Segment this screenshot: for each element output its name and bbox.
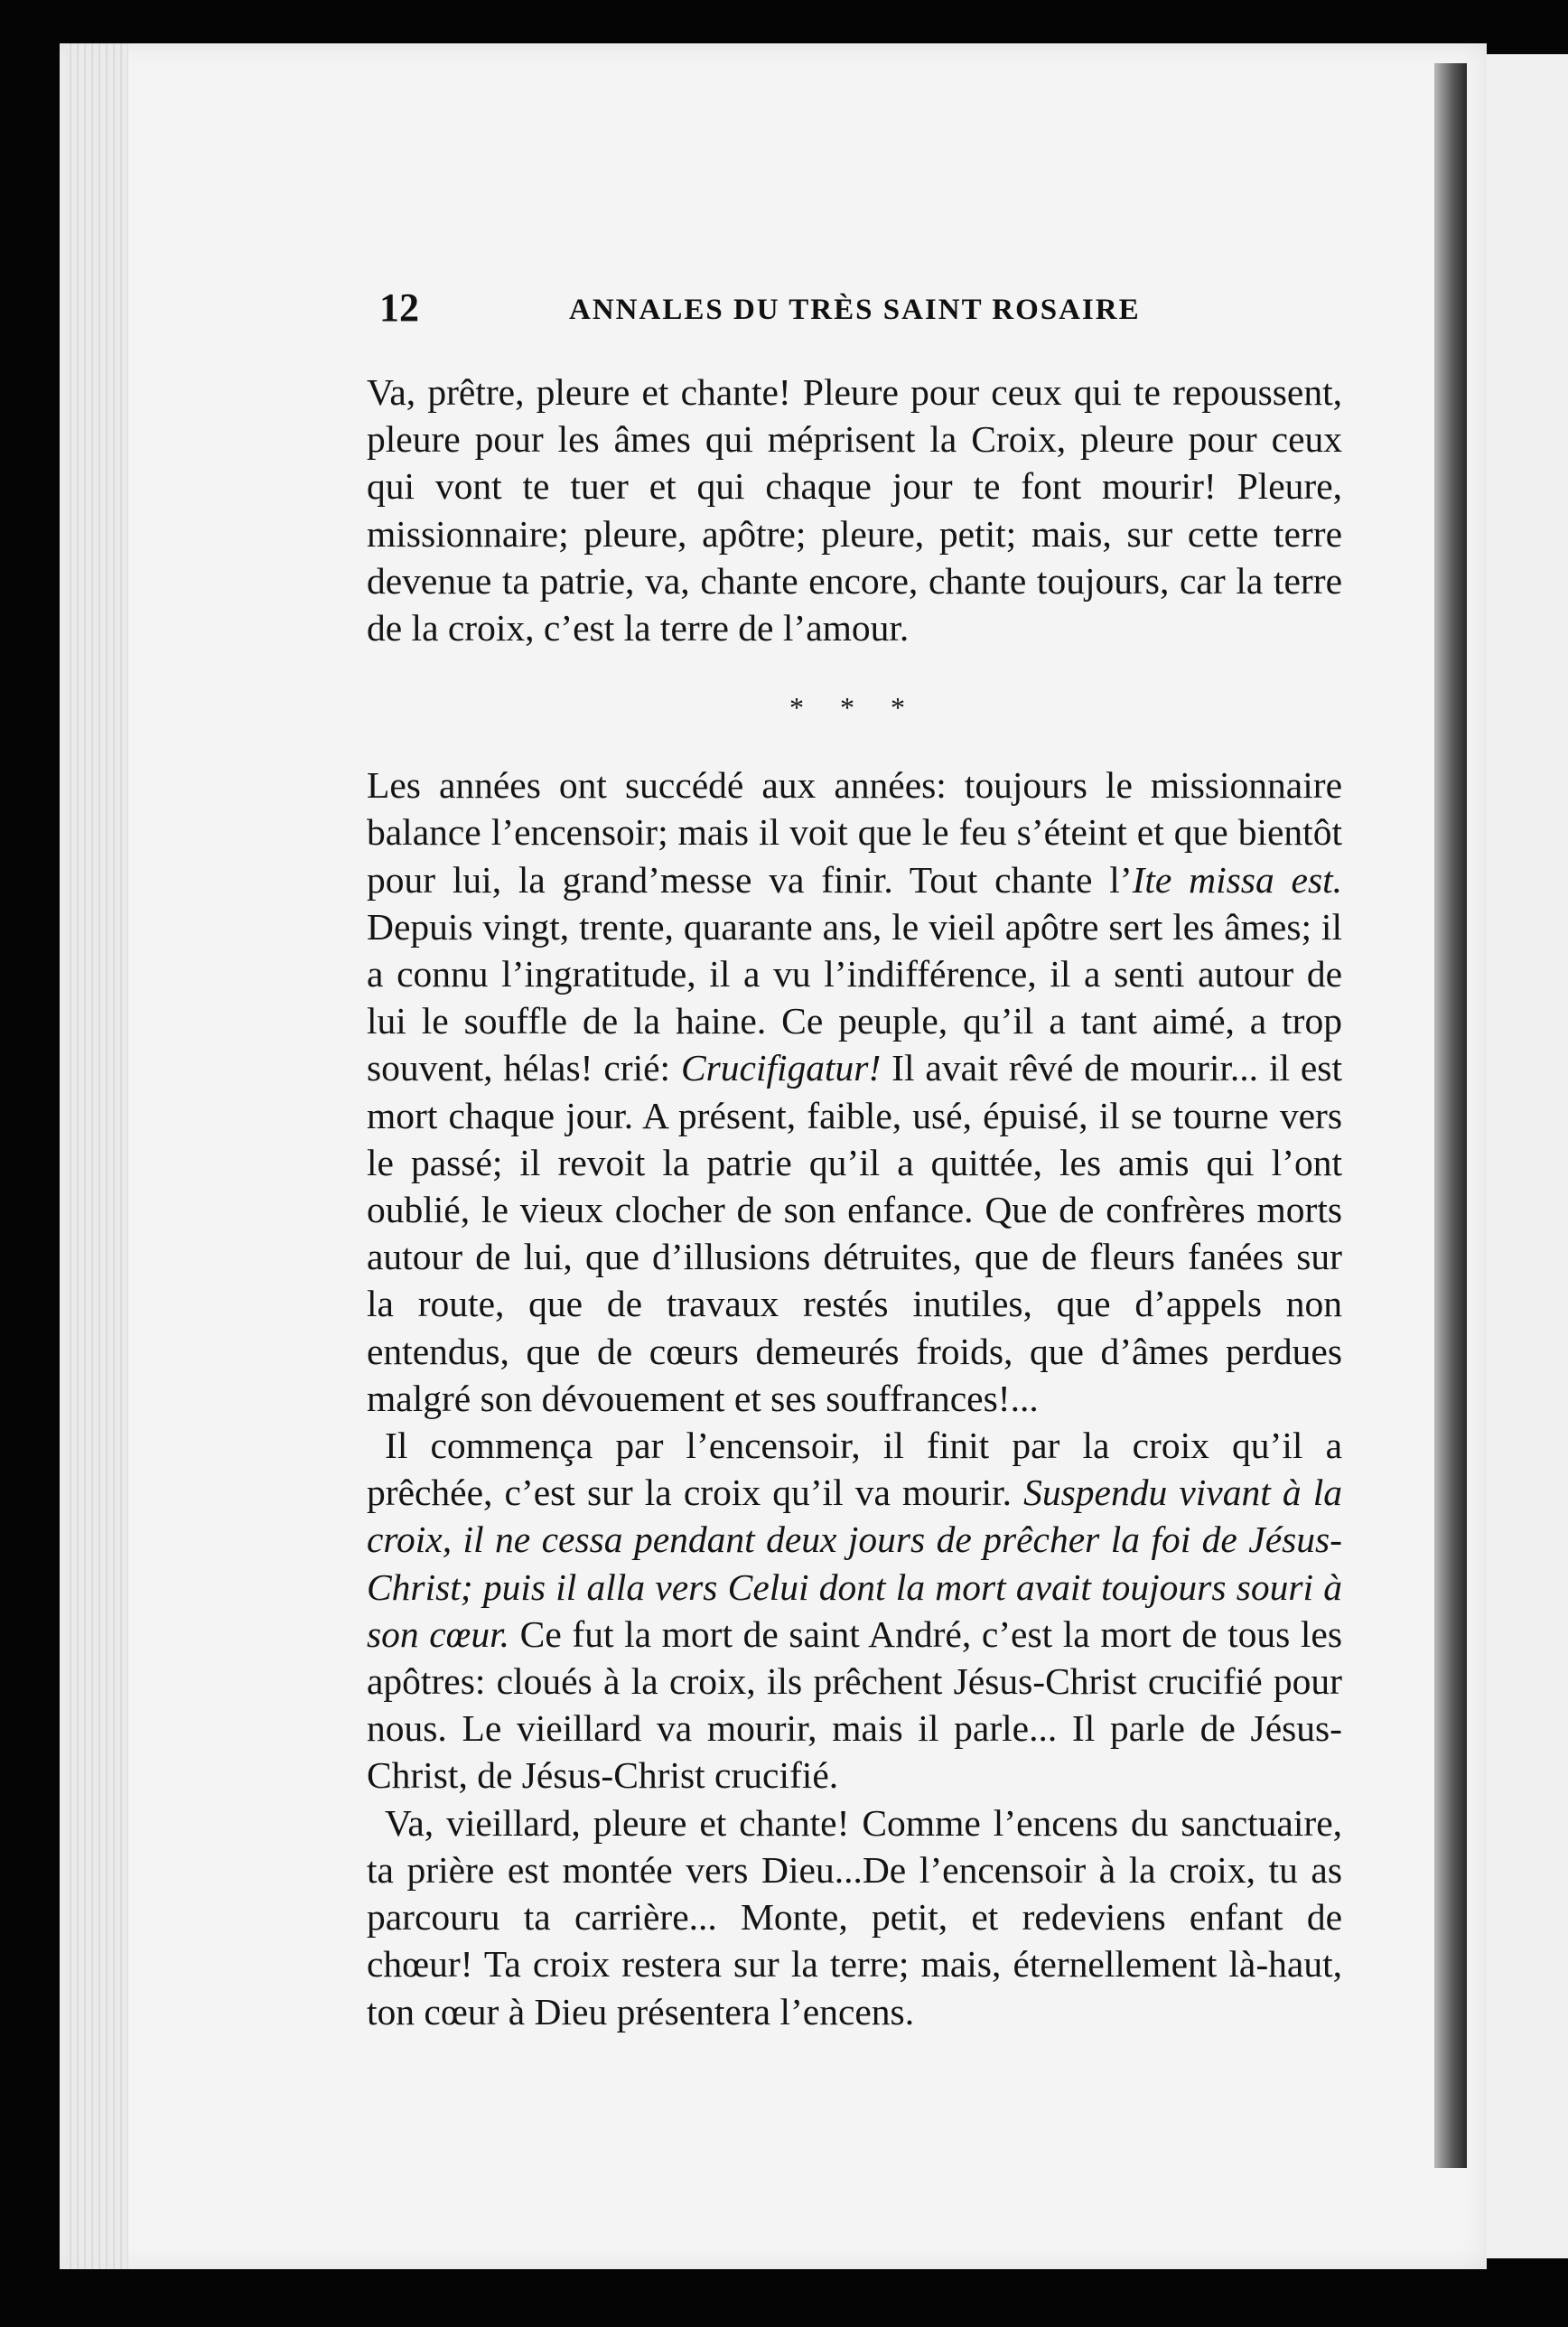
- running-header: [379, 285, 1373, 339]
- paragraph-3-part-a: Il commença par l’encensoir, il finit par la croix qu’il a prêchée, c’est sur la croix qu’il va mourir.: [367, 1425, 1342, 1514]
- paragraph-4: Va, vieillard, pleure et chante! Comme l’encens du sanctuaire, ta prière est montée vers Dieu...De l’encensoir à la croix, tu as parcouru ta carrière... Monte, petit, et redeviens enfant de chœur! Ta croix restera sur la terre; mais, éternellement là-haut, ton cœur à Dieu présentera l’encens.: [367, 1801, 1342, 2033]
- page-number: 12: [379, 285, 419, 330]
- paragraph-3-italic: Suspendu vivant à la croix, il ne cessa pendant deux jours de prêcher la foi de Jésus-Christ; puis il alla vers Celui dont la mort avait toujours souri à son cœur.: [367, 1472, 1342, 1655]
- paragraph-3-part-b: Ce fut la mort de saint André, c’est la mort de tous les apôtres: cloués à la croix, ils prêchent Jésus-Christ crucifié pour nous. Le vieillard va mourir, mais il parle... Il parle de Jésus-Christ, de Jésus-Christ crucifié.: [367, 1612, 1342, 1797]
- paragraph-2: [367, 762, 1342, 1422]
- paragraph-3: [367, 1422, 1342, 1799]
- facing-page-edge: [1487, 54, 1568, 2258]
- body-text: [367, 369, 1342, 2035]
- paragraph-2-part-b: Depuis vingt, trente, quarante ans, le vieil apôtre sert les âmes; il a connu l’ingratitude, il a vu l’indifférence, il a senti autour de lui le souffle de la haine. Ce peuple, qu’il a tant aimé, a trop souvent, hélas! crié:: [367, 905, 1342, 1089]
- section-separator: * * *: [789, 691, 919, 724]
- paragraph-2-italic-2: Crucifigatur!: [680, 1047, 882, 1089]
- journal-title: ANNALES DU TRÈS SAINT ROSAIRE: [569, 294, 1141, 326]
- paragraph-2-part-c: Il avait rêvé de mourir... il est mort chaque jour. A présent, faible, usé, épuisé, il se tourne vers le passé; il revoit la patrie qu’il a quittée, les amis qui l’ont oublié, le vieux clocher de son enfance. Que de confrères morts autour de lui, que d’illusions détruites, que de fleurs fanées sur la route, que de travaux restés inutiles, que d’appels non entendus, que de cœurs demeurés froids, que d’âmes perdues malgré son dévouement et ses souffrances!...: [367, 1047, 1342, 1419]
- page-edges: [65, 43, 128, 2269]
- binding-shadow: [1434, 63, 1467, 2168]
- paragraph-2-italic-1: Ite missa est.: [1132, 858, 1342, 901]
- paragraph-2-part-a: Les années ont succédé aux années: toujours le missionnaire balance l’encensoir; mais il voit que le feu s’éteint et que bientôt pour lui, la grand’messe va finir. Tout chante l’: [367, 764, 1342, 901]
- paragraph-1: Va, prêtre, pleure et chante! Pleure pour ceux qui te repoussent, pleure pour les âmes qui méprisent la Croix, pleure pour ceux qui vont te tuer et qui chaque jour te font mourir! Pleure, missionnaire; pleure, apôtre; pleure, petit; mais, sur cette terre devenue ta patrie, va, chante encore, chante toujours, car la terre de la croix, c’est la terre de l’amour.: [367, 371, 1342, 650]
